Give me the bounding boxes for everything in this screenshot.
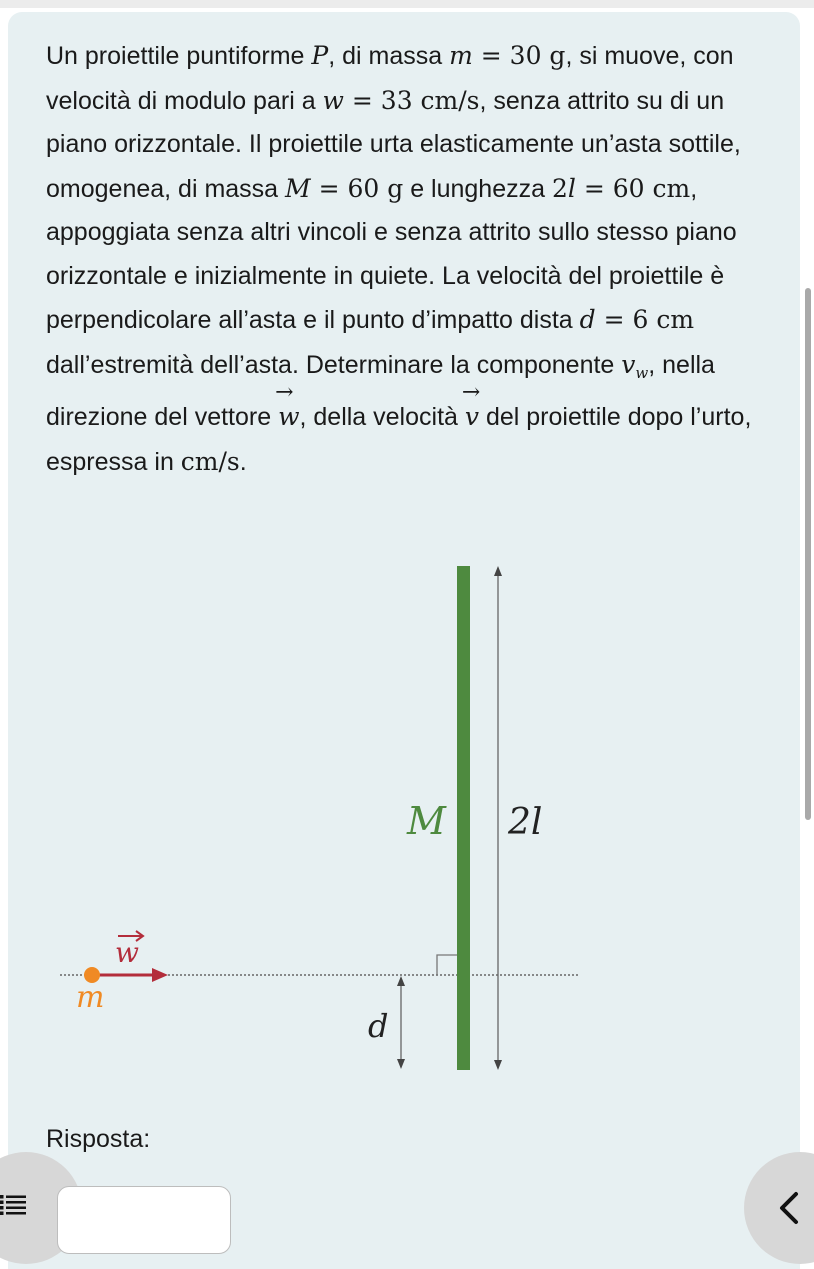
- length-arrow-top: [494, 566, 502, 576]
- right-angle-mark: [437, 955, 457, 975]
- label-d: d: [368, 1007, 389, 1045]
- label-m: m: [76, 980, 105, 1015]
- answer-label: Risposta:: [46, 1125, 151, 1153]
- answer-input[interactable]: [57, 1186, 231, 1254]
- diagram: [0, 555, 814, 1085]
- label-M: M: [407, 799, 446, 843]
- problem-text: Un proiettile puntiforme P, di massa m = 30 g, si muove, con velocità di modulo pari a w = 33 cm/s, senza attrito su di un piano orizzontale. Il proiettile urta elasticamente un’asta sottile, omogenea, di massa M = 60 g e lunghezza 2l = 60 cm, appoggiata senza altri vincoli e senza attrito sullo stesso piano orizzontale e inizialmente in quiete. La velocità del proiettile è perpendicolare all’asta e il punto d’impatto dista d = 6 cm dall’estremità dell’asta. Determinare la componente $v_w$, nella direzione del vettore → w, della velocità → v del proiettile dopo l’urto, espressa in cm/s.: [46, 41, 752, 476]
- list-icon: [0, 1194, 26, 1216]
- label-2l: 2l: [508, 802, 543, 843]
- label-w: w: [115, 936, 139, 969]
- scrollbar[interactable]: [805, 288, 811, 820]
- length-arrow-bottom: [494, 1060, 502, 1070]
- velocity-arrow-head: [152, 968, 168, 982]
- d-arrow-bottom: [397, 1059, 405, 1069]
- rod: [457, 566, 470, 1070]
- chevron-left-icon: [776, 1190, 802, 1226]
- top-bar: [0, 0, 814, 8]
- d-arrow-top: [397, 976, 405, 986]
